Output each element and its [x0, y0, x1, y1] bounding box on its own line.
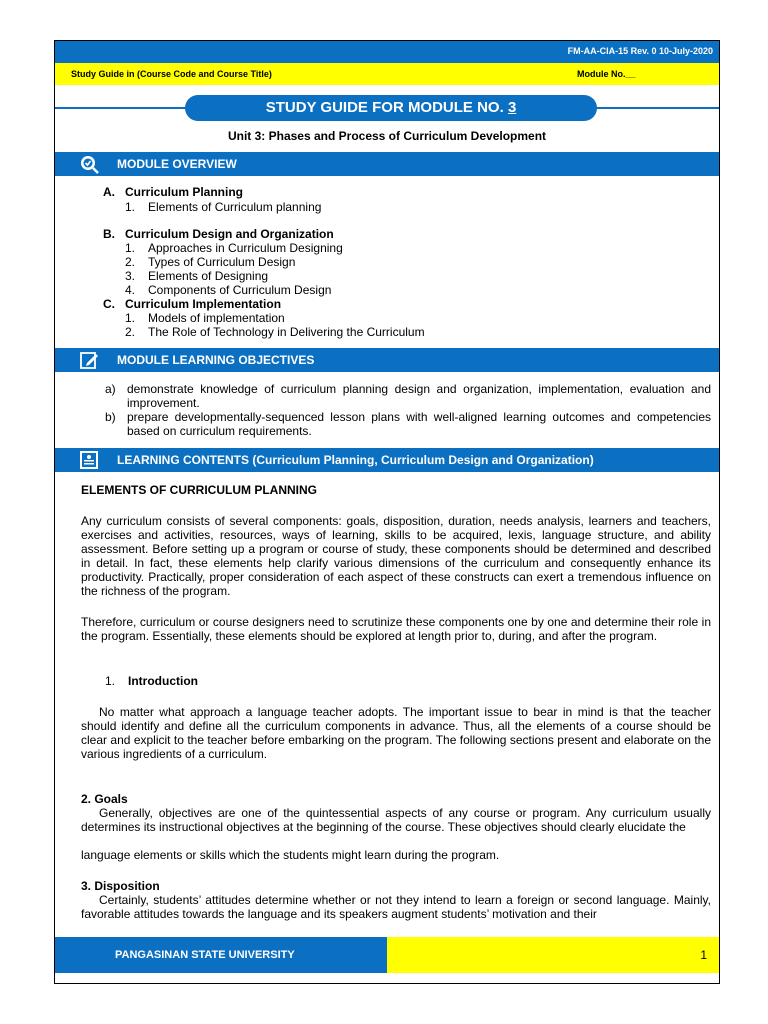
objective-marker: a) — [105, 382, 116, 396]
learning-contents-header — [55, 448, 719, 472]
intro-title: Introduction — [128, 674, 198, 688]
goals-title: 2. Goals — [81, 792, 128, 806]
footer-university — [55, 937, 387, 973]
overview-letter-a: A. — [103, 185, 115, 199]
magnifier-icon — [79, 154, 99, 174]
pencil-edit-icon — [79, 350, 99, 370]
section-label: MODULE OVERVIEW — [117, 157, 237, 171]
overview-item-c: Curriculum Implementation — [125, 297, 282, 311]
overview-num: 1. — [125, 200, 136, 214]
module-number: 3 — [507, 99, 517, 116]
overview-num: 1. — [125, 311, 136, 325]
content-paragraph: Generally, objectives are one of the quintessential aspects of any course or program. Any curriculum usually determines its instructional objectives at the beginning of the course. These objectives should clearly elucidate the — [81, 806, 711, 834]
document-page — [54, 40, 720, 984]
content-paragraph: Therefore, curriculum or course designers need to scrutinize these components one by one and determine their role in the program. Essentially, these elements should be explored at length prior to, during, and after the program. — [81, 615, 711, 643]
overview-subitem: Models of implementation — [148, 311, 285, 325]
overview-subitem: The Role of Technology in Delivering the Curriculum — [148, 325, 425, 339]
disposition-title: 3. Disposition — [81, 879, 160, 893]
overview-num: 4. — [125, 283, 136, 297]
study-guide-label: Study Guide in (Course Code and Course Title) — [71, 69, 272, 79]
header-bar — [55, 41, 719, 63]
document-icon — [79, 450, 99, 470]
overview-letter-c: C. — [103, 297, 115, 311]
page-title — [185, 95, 597, 121]
overview-num: 3. — [125, 269, 136, 283]
overview-subitem: Components of Curriculum Design — [148, 283, 332, 297]
overview-subitem: Approaches in Curriculum Designing — [148, 241, 343, 255]
content-paragraph: Any curriculum consists of several components: goals, disposition, duration, needs analysis, learners and teachers, exercises and activities, resources, ways of learning, skills to be acquired, lexis, language structure, and ability assessment. Before setting up a program or course of study, these components should be determined and described in detail. In fact, these elements help clarify various dimensions of the curriculum and consequently enhance its productivity. Practically, proper consideration of each aspect of these constructs can exert a tremendous influence on the richness of the program. — [81, 514, 711, 598]
form-code: FM-AA-CIA-15 Rev. 0 10-July-2020 — [567, 46, 713, 56]
section-label: MODULE LEARNING OBJECTIVES — [117, 353, 315, 367]
unit-title: Unit 3: Phases and Process of Curriculum Development — [227, 129, 547, 143]
objective-text: prepare developmentally-sequenced lesson plans with well-aligned learning outcomes and competencies based on curriculum requirements. — [127, 410, 711, 438]
overview-num: 1. — [125, 241, 136, 255]
overview-subitem: Elements of Curriculum planning — [148, 200, 322, 214]
overview-item-a: Curriculum Planning — [125, 185, 244, 199]
section-label: LEARNING CONTENTS (Curriculum Planning, Curriculum Design and Organization) — [117, 453, 594, 467]
content-paragraph: No matter what approach a language teacher adopts. The important issue to bear in mind is that the teacher should identify and define all the curriculum components in advance. Thus, all the elements of a course should be clear and explicit to the teacher before embarking on the program. The following sections present and elaborate on the various ingredients of a curriculum. — [81, 705, 711, 761]
module-no-label: Module No.__ — [577, 69, 636, 79]
objective-text: demonstrate knowledge of curriculum planning design and organization, implementation, evaluation and improvement. — [127, 382, 711, 410]
content-paragraph: language elements or skills which the students might learn during the program. — [81, 848, 500, 862]
overview-subitem: Types of Curriculum Design — [148, 255, 296, 269]
module-objectives-header — [55, 348, 719, 372]
title-prefix: STUDY GUIDE FOR MODULE NO. — [265, 99, 508, 116]
overview-num: 2. — [125, 325, 136, 339]
university-name: PANGASINAN STATE UNIVERSITY — [115, 949, 295, 961]
intro-number: 1. — [105, 674, 116, 688]
content-paragraph: Certainly, students’ attitudes determine whether or not they intend to learn a foreign or second language. Mainly, favorable attitudes towards the language and its speakers augment students’ motivation and their — [81, 893, 711, 921]
module-overview-header — [55, 152, 719, 176]
page-number: 1 — [700, 948, 707, 962]
overview-num: 2. — [125, 255, 136, 269]
objective-marker: b) — [105, 410, 116, 424]
course-info-bar — [55, 63, 719, 85]
content-heading: ELEMENTS OF CURRICULUM PLANNING — [81, 483, 317, 497]
overview-letter-b: B. — [103, 227, 115, 241]
overview-subitem: Elements of Designing — [148, 269, 269, 283]
overview-item-b: Curriculum Design and Organization — [125, 227, 334, 241]
footer-page — [387, 937, 719, 973]
